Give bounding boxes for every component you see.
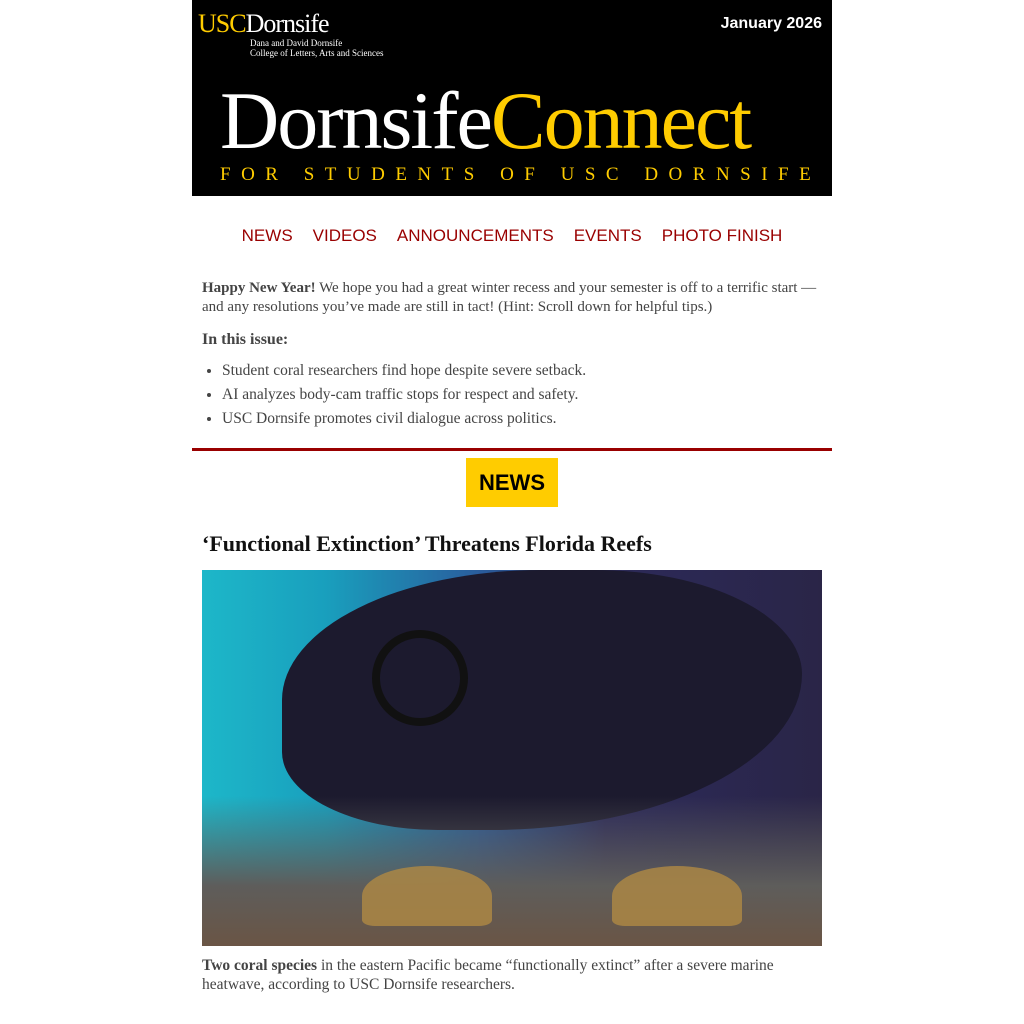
list-item: • Student coral researchers find hope despite severe setback. [222, 359, 822, 383]
in-this-issue-list [202, 359, 822, 431]
section-nav [192, 226, 832, 246]
intro-content [192, 279, 832, 431]
header-banner [192, 0, 832, 196]
nav-announcements[interactable]: ANNOUNCEMENTS [396, 226, 554, 245]
intro-lead: Happy New Year! [202, 280, 316, 296]
diver-shape [282, 570, 802, 830]
article-headline[interactable]: ‘Functional Extinction’ Threatens Florida Reefs [202, 531, 652, 556]
nav-photo-finish[interactable]: PHOTO FINISH [661, 226, 783, 245]
article [192, 531, 832, 994]
in-this-issue-heading: In this issue: [202, 331, 289, 348]
newsletter [192, 0, 832, 994]
coral-shape [362, 866, 492, 926]
masthead-tagline: FOR STUDENTS OF USC DORNSIFE [220, 164, 822, 185]
logo-sub-line-2: College of Letters, Arts and Sciences [250, 48, 384, 58]
article-photo[interactable] [202, 570, 822, 946]
logo-dornsife-text: Dornsife [245, 9, 329, 38]
issue-date: January 2026 [720, 15, 822, 32]
intro-paragraph [202, 279, 822, 317]
list-item: • AI analyzes body-cam traffic stops for respect and safety. [222, 383, 822, 407]
logo-usc-text: USC [198, 9, 246, 38]
list-item: • USC Dornsife promotes civil dialogue across politics. [222, 407, 822, 431]
nav-news[interactable]: NEWS [241, 226, 293, 245]
article-summary [202, 956, 822, 994]
masthead-part-1: Dornsife [220, 75, 491, 166]
logo-sub-line-1: Dana and David Dornsife [250, 38, 343, 48]
article-summary-lead: Two coral species [202, 957, 318, 974]
news-section-badge: NEWS [466, 458, 558, 507]
section-divider [192, 448, 832, 451]
nav-videos[interactable]: VIDEOS [312, 226, 377, 245]
intro-body: We hope you had a great winter recess and your semester is off to a terrific start — and any resolutions you’ve made are still in tact! (Hint: Scroll down for helpful tips.) [202, 280, 817, 315]
coral-shape [612, 866, 742, 926]
article-summary-body: in the eastern Pacific became “functionally extinct” after a severe marine heatwave, according to USC Dornsife researchers. [202, 957, 774, 993]
diver-mask-shape [372, 630, 468, 726]
section-badge-row [192, 458, 832, 507]
usc-dornsife-logo[interactable] [198, 10, 383, 58]
nav-events[interactable]: EVENTS [573, 226, 642, 245]
masthead-title [220, 75, 751, 166]
masthead-part-2: Connect [490, 75, 751, 166]
